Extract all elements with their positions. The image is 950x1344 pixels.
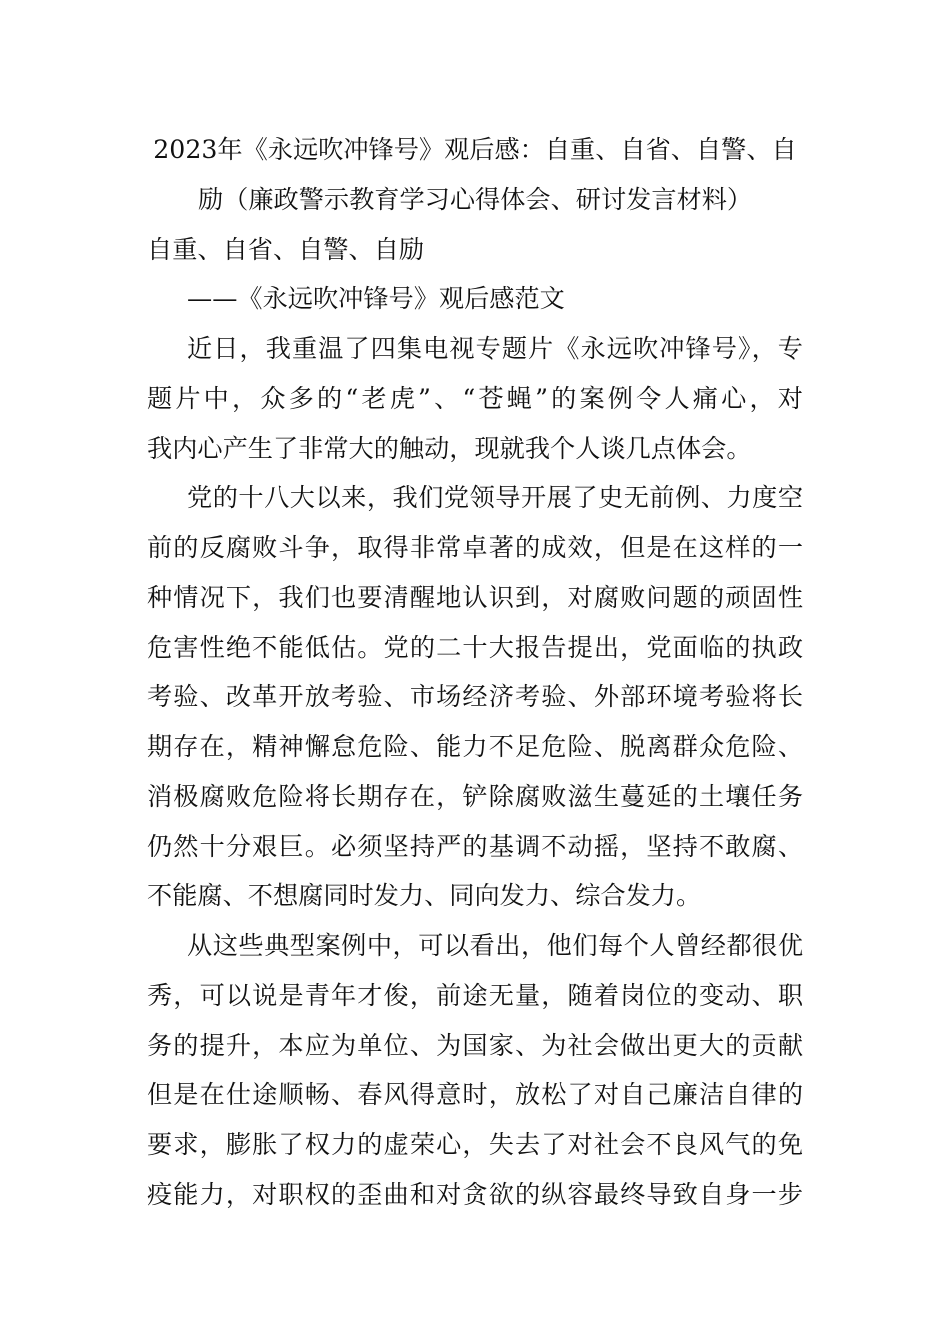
paragraph [147,324,803,473]
paragraph-line: 务的提升，本应为单位、为国家、为社会做出更大的贡献 [147,1030,803,1060]
paragraph-line: 危害性绝不能低估。党的二十大报告提出，党面临的执政 [147,632,803,662]
article-subheading: ——《永远吹冲锋号》观后感范文 [187,284,565,314]
paragraph-line: 种情况下，我们也要清醒地认识到，对腐败问题的顽固性 [147,582,803,612]
paragraph-line: 前的反腐败斗争，取得非常卓著的成效，但是在这样的一 [147,533,803,562]
title-line: 励（廉政警示教育学习心得体会、研讨发言材料） [197,184,753,214]
paragraph [147,473,803,921]
paragraph-line: 期存在，精神懈怠危险、能力不足危险、脱离群众危险、 [147,732,803,761]
paragraph [147,921,803,1220]
paragraph-line: 考验、改革开放考验、市场经济考验、外部环境考验将长 [147,682,803,712]
paragraph-line: 我内心产生了非常大的触动，现就我个人谈几点体会。 [147,433,752,463]
paragraph-line: 消极腐败危险将长期存在，铲除腐败滋生蔓延的土壤任务 [147,781,803,811]
paragraph-line: 秀，可以说是青年才俊，前途无量，随着岗位的变动、职 [147,980,803,1010]
paragraph-line: 要求，膨胀了权力的虚荣心，失去了对社会不良风气的免 [147,1130,803,1159]
paragraph-line: 近日，我重温了四集电视专题片《永远吹冲锋号》，专 [187,334,803,363]
article-heading: 自重、自省、自警、自励 [147,234,425,264]
document-body [147,125,803,1220]
paragraph-line: 仍然十分艰巨。必须坚持严的基调不动摇，坚持不敢腐、 [147,831,803,861]
paragraph-line: 但是在仕途顺畅、春风得意时，放松了对自己廉洁自律的 [147,1080,803,1110]
paragraph-line: 从这些典型案例中，可以看出，他们每个人曾经都很优 [187,931,803,960]
paragraph-line: 不能腐、不想腐同时发力、同向发力、综合发力。 [147,881,702,911]
title-line: 2023年《永远吹冲锋号》观后感：自重、自省、自警、自 [153,135,797,164]
document-title [147,125,803,225]
paragraph-line: 疫能力，对职权的歪曲和对贪欲的纵容最终导致自身一步 [147,1179,803,1209]
paragraph-line: 题片中，众多的“老虎”、“苍蝇”的案例令人痛心，对 [147,383,803,413]
paragraph-line: 党的十八大以来，我们党领导开展了史无前例、力度空 [187,483,803,513]
